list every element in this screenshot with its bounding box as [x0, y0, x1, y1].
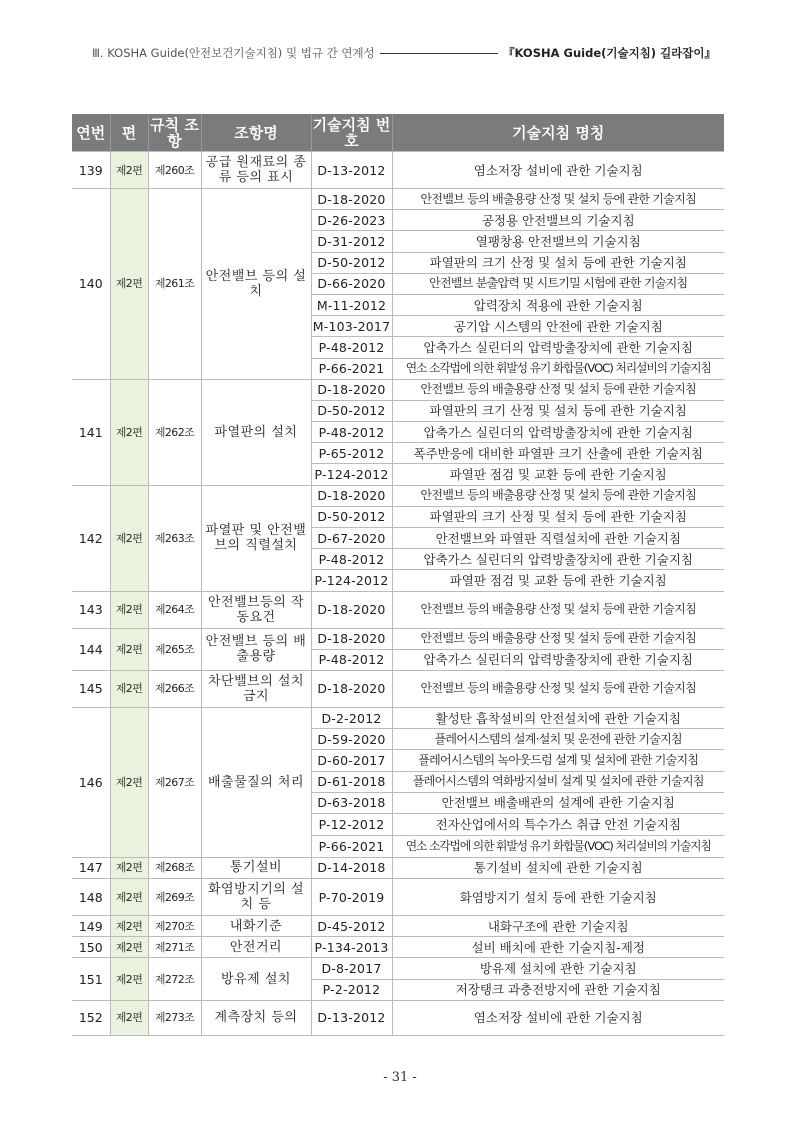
guide-title: 안전밸브 등의 배출용량 산정 및 설치 등에 관한 기술지침 [392, 189, 724, 210]
guide-number: D-18-2020 [311, 628, 392, 649]
row-number: 143 [72, 591, 110, 628]
table-row [72, 152, 724, 189]
guide-number: D-18-2020 [311, 670, 392, 707]
guide-title: 안전밸브 등의 배출용량 산정 및 설치 등에 관한 기술지침 [392, 670, 724, 707]
guide-title: 내화구조에 관한 기술지침 [392, 916, 724, 937]
guide-number: D-14-2018 [311, 857, 392, 878]
header-chapter-title: Ⅲ. KOSHA Guide(안전보건기술지침) 및 법규 간 연계성 [92, 46, 375, 60]
row-number: 140 [72, 189, 110, 380]
rule-article: 제265조 [148, 628, 201, 670]
guide-title: 파열판의 크기 산정 및 설치 등에 관한 기술지침 [392, 252, 724, 273]
guide-title: 공기압 시스템의 안전에 관한 기술지침 [392, 316, 724, 337]
guide-number: D-50-2012 [311, 400, 392, 421]
guide-number: P-2-2012 [311, 979, 392, 1000]
guide-number: P-48-2012 [311, 649, 392, 670]
table-row [72, 1000, 724, 1035]
rule-article: 제260조 [148, 152, 201, 189]
guide-title: 염소저장 설비에 관한 기술지침 [392, 1000, 724, 1035]
guide-title: 안전밸브 등의 배출용량 산정 및 설치 등에 관한 기술지침 [392, 485, 724, 506]
col-header-guide-title: 기술지침 명칭 [392, 114, 724, 152]
guide-title: 파열판 점검 및 교환 등에 관한 기술지침 [392, 464, 724, 485]
rule-article: 제268조 [148, 857, 201, 878]
guide-number: D-67-2020 [311, 528, 392, 549]
guide-mapping-table [72, 114, 724, 1036]
row-number: 152 [72, 1000, 110, 1035]
table-row [72, 958, 724, 979]
header-rule [380, 53, 498, 54]
part-cell: 제2편 [110, 879, 148, 916]
clause-name: 파열판의 설치 [201, 379, 311, 485]
part-cell: 제2편 [110, 189, 148, 380]
part-cell: 제2편 [110, 1000, 148, 1035]
table-body [72, 152, 724, 1036]
guide-number: P-124-2012 [311, 570, 392, 591]
rule-article: 제267조 [148, 707, 201, 857]
guide-number: D-2-2012 [311, 707, 392, 728]
guide-title: 저장탱크 과충전방지에 관한 기술지침 [392, 979, 724, 1000]
clause-name: 안전밸브 등의 배출용량 [201, 628, 311, 670]
clause-name: 차단밸브의 설치 금지 [201, 670, 311, 707]
guide-number: P-12-2012 [311, 813, 392, 835]
clause-name: 파열판 및 안전밸브의 직렬설치 [201, 485, 311, 591]
guide-number: P-70-2019 [311, 879, 392, 916]
rule-article: 제264조 [148, 591, 201, 628]
guide-title: 안전밸브 분출압력 및 시트기밀 시험에 관한 기술지침 [392, 273, 724, 294]
guide-title: 안전밸브 등의 배출용량 산정 및 설치 등에 관한 기술지침 [392, 628, 724, 649]
row-number: 148 [72, 879, 110, 916]
rule-article: 제266조 [148, 670, 201, 707]
clause-name: 방유제 설치 [201, 958, 311, 1000]
table-row [72, 937, 724, 958]
guide-number: D-45-2012 [311, 916, 392, 937]
guide-number: D-18-2020 [311, 485, 392, 506]
rule-article: 제271조 [148, 937, 201, 958]
guide-number: D-18-2020 [311, 189, 392, 210]
guide-title: 플레어시스템의 역화방지설비 설계 및 설치에 관한 기술지침 [392, 771, 724, 792]
guide-title: 압축가스 실린더의 압력방출장치에 관한 기술지침 [392, 337, 724, 358]
table-row [72, 879, 724, 916]
rule-article: 제263조 [148, 485, 201, 591]
guide-title: 안전밸브 배출배관의 설계에 관한 기술지침 [392, 792, 724, 813]
guide-number: M-11-2012 [311, 294, 392, 315]
col-header-pyeon: 편 [110, 114, 148, 152]
rule-article: 제269조 [148, 879, 201, 916]
guide-title: 압축가스 실린더의 압력방출장치에 관한 기술지침 [392, 549, 724, 570]
row-number: 149 [72, 916, 110, 937]
guide-title: 압축가스 실린더의 압력방출장치에 관한 기술지침 [392, 422, 724, 443]
table-row [72, 857, 724, 878]
guide-title: 파열판의 크기 산정 및 설치 등에 관한 기술지침 [392, 506, 724, 527]
rule-article: 제261조 [148, 189, 201, 380]
guide-title: 안전밸브와 파열판 직렬설치에 관한 기술지침 [392, 528, 724, 549]
col-header-no: 연번 [72, 114, 110, 152]
guide-number: P-66-2021 [311, 835, 392, 857]
clause-name: 내화기준 [201, 916, 311, 937]
rule-article: 제270조 [148, 916, 201, 937]
row-number: 150 [72, 937, 110, 958]
guide-number: P-48-2012 [311, 549, 392, 570]
guide-title: 염소저장 설비에 관한 기술지침 [392, 152, 724, 189]
guide-number: D-8-2017 [311, 958, 392, 979]
guide-number: D-31-2012 [311, 231, 392, 252]
clause-name: 화염방지기의 설치 등 [201, 879, 311, 916]
guide-number: M-103-2017 [311, 316, 392, 337]
guide-title: 통기설비 설치에 관한 기술지침 [392, 857, 724, 878]
table-row [72, 189, 724, 210]
guide-title: 열팽창용 안전밸브의 기술지침 [392, 231, 724, 252]
guide-title: 파열판의 크기 산정 및 설치 등에 관한 기술지침 [392, 400, 724, 421]
part-cell: 제2편 [110, 591, 148, 628]
clause-name: 공급 원재료의 종류 등의 표시 [201, 152, 311, 189]
guide-title: 플레어시스템의 녹아웃드럼 설계 및 설치에 관한 기술지침 [392, 750, 724, 771]
part-cell: 제2편 [110, 152, 148, 189]
page-number: - 31 - [383, 1070, 417, 1085]
row-number: 151 [72, 958, 110, 1000]
guide-title: 플레어시스템의 설계·설치 및 운전에 관한 기술지침 [392, 729, 724, 750]
guide-title: 폭주반응에 대비한 파열판 크기 산출에 관한 기술지침 [392, 443, 724, 464]
guide-title: 압축가스 실린더의 압력방출장치에 관한 기술지침 [392, 649, 724, 670]
guide-title: 화염방지기 설치 등에 관한 기술지침 [392, 879, 724, 916]
guide-title: 설비 배치에 관한 기술지침-제정 [392, 937, 724, 958]
guide-title: 압력장치 적용에 관한 기술지침 [392, 294, 724, 315]
guide-number: P-66-2021 [311, 358, 392, 379]
row-number: 145 [72, 670, 110, 707]
guide-number: D-66-2020 [311, 273, 392, 294]
clause-name: 통기설비 [201, 857, 311, 878]
row-number: 147 [72, 857, 110, 878]
guide-number: D-50-2012 [311, 252, 392, 273]
table-row [72, 485, 724, 506]
guide-number: D-13-2012 [311, 152, 392, 189]
row-number: 139 [72, 152, 110, 189]
table-row [72, 707, 724, 728]
guide-number: D-50-2012 [311, 506, 392, 527]
guide-number: D-63-2018 [311, 792, 392, 813]
col-header-clause-name: 조항명 [201, 114, 311, 152]
guide-number: P-124-2012 [311, 464, 392, 485]
rule-article: 제272조 [148, 958, 201, 1000]
running-header [92, 44, 716, 62]
guide-number: D-18-2020 [311, 591, 392, 628]
guide-title: 활성탄 흡착설비의 안전설치에 관한 기술지침 [392, 707, 724, 728]
row-number: 142 [72, 485, 110, 591]
row-number: 146 [72, 707, 110, 857]
table-header [72, 114, 724, 152]
guide-number: D-18-2020 [311, 379, 392, 400]
row-number: 144 [72, 628, 110, 670]
rule-article: 제262조 [148, 379, 201, 485]
clause-name: 안전밸브등의 작동요건 [201, 591, 311, 628]
guide-number: P-48-2012 [311, 337, 392, 358]
clause-name: 배출물질의 처리 [201, 707, 311, 857]
part-cell: 제2편 [110, 958, 148, 1000]
guide-number: P-48-2012 [311, 422, 392, 443]
guide-number: D-60-2017 [311, 750, 392, 771]
part-cell: 제2편 [110, 857, 148, 878]
part-cell: 제2편 [110, 707, 148, 857]
col-header-guide-no: 기술지침 번호 [312, 115, 391, 150]
guide-title: 안전밸브 등의 배출용량 산정 및 설치 등에 관한 기술지침 [392, 379, 724, 400]
guide-title: 공정용 안전밸브의 기술지침 [392, 210, 724, 231]
row-number: 141 [72, 379, 110, 485]
part-cell: 제2편 [110, 379, 148, 485]
guide-number: D-59-2020 [311, 729, 392, 750]
header-book-title: 『KOSHA Guide(기술지침) 길라잡이』 [503, 46, 716, 60]
guide-number: P-134-2013 [311, 937, 392, 958]
table-row [72, 670, 724, 707]
table-row [72, 916, 724, 937]
part-cell: 제2편 [110, 916, 148, 937]
part-cell: 제2편 [110, 670, 148, 707]
table-row [72, 628, 724, 649]
part-cell: 제2편 [110, 628, 148, 670]
guide-number: D-13-2012 [311, 1000, 392, 1035]
guide-title: 파열판 점검 및 교환 등에 관한 기술지침 [392, 570, 724, 591]
guide-number: D-61-2018 [311, 771, 392, 792]
table-row [72, 591, 724, 628]
guide-title: 연소 소각법에 의한 휘발성 유기 화합물(VOC) 처리설비의 기술지침 [392, 835, 724, 857]
guide-number: D-26-2023 [311, 210, 392, 231]
part-cell: 제2편 [110, 937, 148, 958]
clause-name: 계측장치 등의 [201, 1000, 311, 1035]
rule-article: 제273조 [148, 1000, 201, 1035]
col-header-rule: 규칙 조항 [148, 114, 201, 152]
clause-name: 안전거리 [201, 937, 311, 958]
guide-number: P-65-2012 [311, 443, 392, 464]
part-cell: 제2편 [110, 485, 148, 591]
table-row [72, 379, 724, 400]
clause-name: 안전밸브 등의 설치 [201, 189, 311, 380]
guide-title: 안전밸브 등의 배출용량 산정 및 설치 등에 관한 기술지침 [392, 591, 724, 628]
guide-title: 연소 소각법에 의한 휘발성 유기 화합물(VOC) 처리설비의 기술지침 [392, 358, 724, 379]
guide-title: 전자산업에서의 특수가스 취급 안전 기술지침 [392, 813, 724, 835]
guide-title: 방유제 설치에 관한 기술지침 [392, 958, 724, 979]
